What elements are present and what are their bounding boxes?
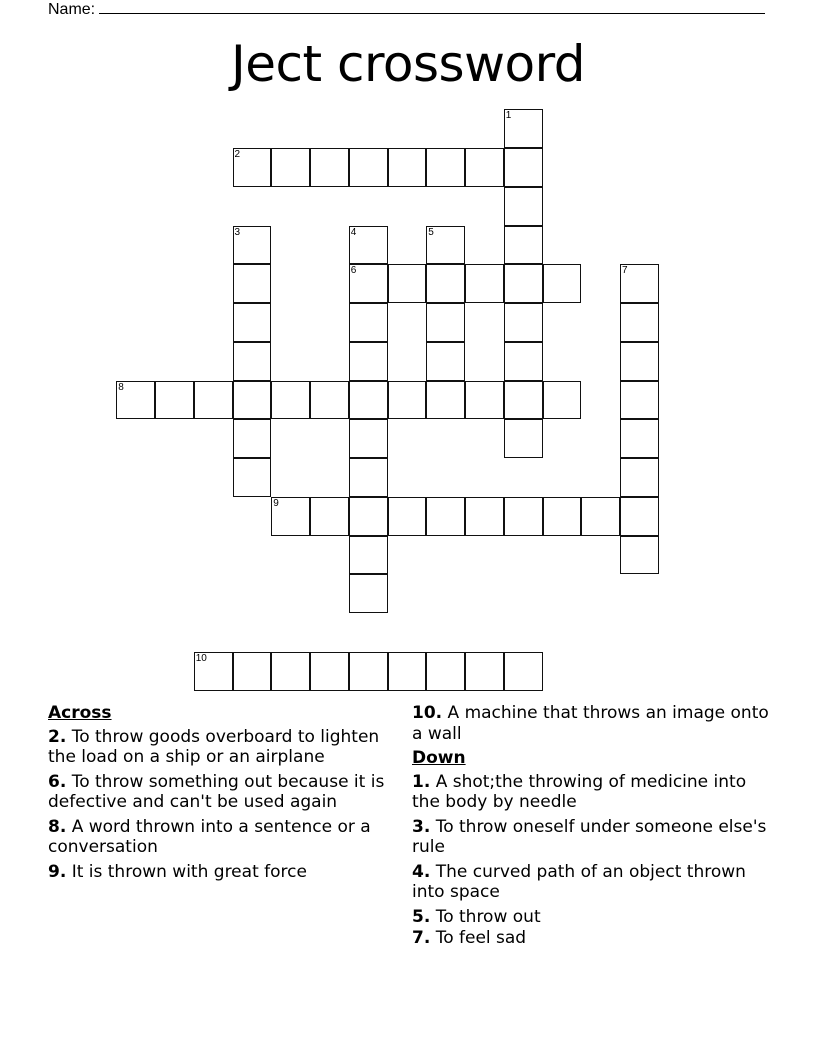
crossword-cell[interactable]: [233, 652, 272, 691]
clue-text: A shot;the throwing of medicine into the body by needle: [412, 771, 747, 812]
crossword-cell[interactable]: [426, 148, 465, 187]
crossword-cell[interactable]: [581, 497, 620, 536]
crossword-cell[interactable]: [426, 497, 465, 536]
crossword-cell[interactable]: [116, 381, 155, 420]
clue-text: To throw oneself under someone else's rule: [412, 816, 767, 857]
crossword-cell[interactable]: [271, 497, 310, 536]
crossword-cell[interactable]: [349, 458, 388, 497]
crossword-cell[interactable]: [426, 226, 465, 265]
clue-number-label: 10: [195, 652, 207, 664]
crossword-cell[interactable]: [388, 264, 427, 303]
clues-column-right: [412, 703, 772, 953]
crossword-cell[interactable]: [349, 574, 388, 613]
crossword-cell[interactable]: [504, 497, 543, 536]
clue-number: 3.: [412, 816, 431, 837]
clue-number-label: 5: [428, 226, 434, 238]
crossword-cell[interactable]: [388, 148, 427, 187]
clue-number: 6.: [48, 771, 67, 792]
crossword-cell[interactable]: [349, 303, 388, 342]
crossword-cell[interactable]: [271, 148, 310, 187]
crossword-cell[interactable]: [233, 303, 272, 342]
crossword-cell[interactable]: [504, 187, 543, 226]
crossword-cell[interactable]: [426, 381, 465, 420]
clue-across-6: [48, 772, 393, 813]
clue-number: 1.: [412, 771, 431, 792]
clue-number: 10.: [412, 703, 443, 723]
crossword-cell[interactable]: [388, 381, 427, 420]
crossword-cell[interactable]: [504, 303, 543, 342]
crossword-cell[interactable]: [271, 652, 310, 691]
crossword-cell[interactable]: [620, 458, 659, 497]
clue-number: 9.: [48, 861, 67, 882]
crossword-cell[interactable]: [620, 536, 659, 575]
clue-number-label: 8: [118, 381, 124, 393]
crossword-cell[interactable]: [504, 342, 543, 381]
crossword-cell[interactable]: [465, 148, 504, 187]
clue-number-label: 3: [234, 226, 241, 238]
crossword-cell[interactable]: [543, 264, 582, 303]
crossword-cell[interactable]: [426, 264, 465, 303]
crossword-cell[interactable]: [233, 148, 272, 187]
clue-across-9: [48, 862, 393, 883]
crossword-cell[interactable]: [465, 381, 504, 420]
crossword-cell[interactable]: [349, 226, 388, 265]
crossword-cell[interactable]: [388, 652, 427, 691]
crossword-cell[interactable]: [310, 381, 349, 420]
clue-number-label: 2: [234, 149, 241, 160]
crossword-cell[interactable]: [310, 497, 349, 536]
clue-text: A word thrown into a sentence or a conversation: [48, 816, 371, 857]
crossword-cell[interactable]: [620, 264, 659, 303]
crossword-cell[interactable]: [426, 652, 465, 691]
name-label: Name:: [48, 1, 96, 18]
crossword-cell[interactable]: [233, 458, 272, 497]
clue-text: To throw something out because it is defective and can't be used again: [48, 771, 385, 812]
clue-text: To feel sad: [435, 928, 527, 948]
crossword-cell[interactable]: [620, 303, 659, 342]
crossword-cell[interactable]: [465, 652, 504, 691]
crossword-cell[interactable]: [620, 419, 659, 458]
crossword-cell[interactable]: [543, 381, 582, 420]
crossword-cell[interactable]: [233, 419, 272, 458]
crossword-cell[interactable]: [194, 381, 233, 420]
clue-number-label: 9: [273, 497, 279, 509]
clue-number-label: 1: [505, 110, 512, 122]
clue-down-4: [412, 862, 772, 903]
crossword-cell[interactable]: [504, 419, 543, 458]
crossword-cell[interactable]: [349, 497, 388, 536]
crossword-cell[interactable]: [194, 652, 233, 691]
crossword-cell[interactable]: [388, 497, 427, 536]
crossword-cell[interactable]: [620, 381, 659, 420]
crossword-cell[interactable]: [233, 342, 272, 381]
clue-number-label: 6: [350, 265, 357, 277]
crossword-cell[interactable]: [310, 652, 349, 691]
down-heading: Down: [412, 748, 466, 768]
crossword-cell[interactable]: [426, 303, 465, 342]
clue-number: 8.: [48, 816, 67, 837]
clue-number-label: 7: [622, 265, 628, 277]
clue-text: The curved path of an object thrown into space: [412, 861, 746, 902]
crossword-cell[interactable]: [271, 381, 310, 420]
crossword-cell[interactable]: [349, 342, 388, 381]
clue-across-10: [412, 703, 772, 744]
crossword-cell[interactable]: [233, 226, 272, 265]
crossword-cell[interactable]: [504, 109, 543, 148]
clue-down-3: [412, 817, 772, 858]
crossword-cell[interactable]: [620, 342, 659, 381]
crossword-cell[interactable]: [504, 226, 543, 265]
crossword-cell[interactable]: [349, 381, 388, 420]
clue-down-1: [412, 772, 772, 813]
clue-number: 2.: [48, 726, 67, 747]
crossword-cell[interactable]: [349, 419, 388, 458]
crossword-cell[interactable]: [233, 264, 272, 303]
crossword-cell[interactable]: [504, 652, 543, 691]
clue-text: It is thrown with great force: [71, 861, 307, 882]
clue-across-8: [48, 817, 393, 858]
clue-across-2: [48, 727, 393, 768]
clue-text: A machine that throws an image onto a wall: [412, 703, 769, 744]
clue-number: 7.: [412, 928, 431, 948]
crossword-cell[interactable]: [504, 264, 543, 303]
across-heading: Across: [48, 703, 112, 723]
crossword-cell[interactable]: [233, 381, 272, 420]
crossword-cell[interactable]: [349, 148, 388, 187]
clues-column-left: [48, 703, 393, 886]
crossword-cell[interactable]: [349, 536, 388, 575]
clue-text: To throw out: [435, 906, 541, 927]
clue-number-label: 4: [350, 226, 357, 238]
crossword-cell[interactable]: [620, 497, 659, 536]
crossword-cell[interactable]: [504, 148, 543, 187]
clue-number: 4.: [412, 861, 431, 882]
crossword-cell[interactable]: [349, 652, 388, 691]
clue-text: To throw goods overboard to lighten the load on a ship or an airplane: [48, 726, 380, 767]
clue-down-7: [412, 928, 772, 949]
page-title: Ject crossword: [230, 35, 586, 93]
crossword-cell[interactable]: [310, 148, 349, 187]
crossword-cell[interactable]: [426, 342, 465, 381]
crossword-cell[interactable]: [465, 264, 504, 303]
crossword-cell[interactable]: [349, 264, 388, 303]
crossword-cell[interactable]: [465, 497, 504, 536]
crossword-cell[interactable]: [543, 497, 582, 536]
clue-down-5: [412, 907, 772, 928]
crossword-cell[interactable]: [155, 381, 194, 420]
crossword-cell[interactable]: [504, 381, 543, 420]
clue-number: 5.: [412, 906, 431, 927]
